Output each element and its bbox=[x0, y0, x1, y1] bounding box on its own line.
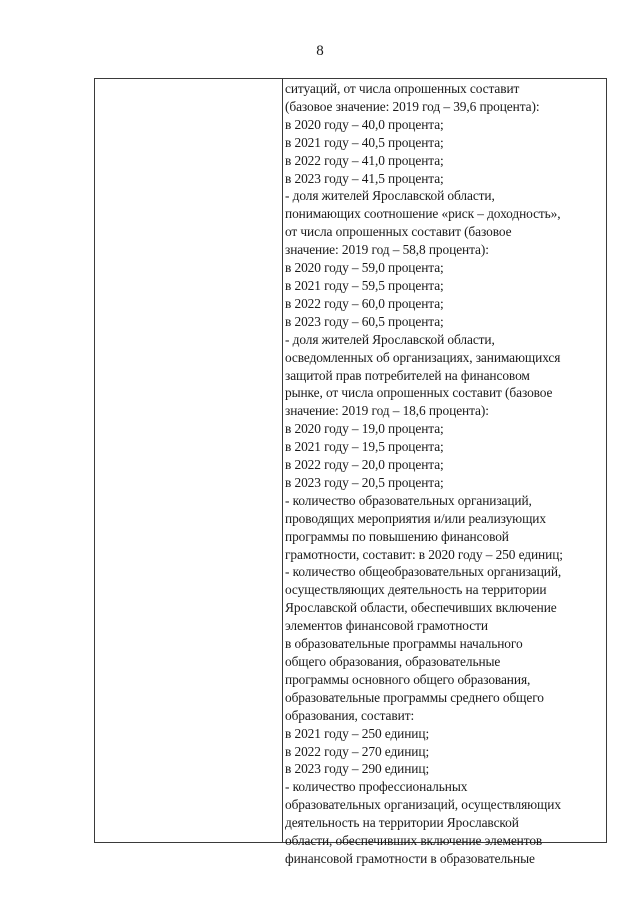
text-line: в образовательные программы начального bbox=[285, 636, 523, 652]
text-line: в 2020 году – 59,0 процента; bbox=[285, 260, 444, 276]
text-line: проводящих мероприятия и/или реализующих bbox=[285, 510, 546, 526]
text-line: - количество профессиональных bbox=[285, 779, 468, 795]
text-line: в 2023 году – 290 единиц; bbox=[285, 761, 430, 777]
page-number: 8 bbox=[316, 43, 324, 59]
text-line: в 2020 году – 19,0 процента; bbox=[285, 421, 444, 437]
text-line: общего образования, образовательные bbox=[285, 654, 501, 669]
text-line: Ярославской области, обеспечивших включение bbox=[285, 600, 557, 616]
text-line: значение: 2019 год – 58,8 процента): bbox=[285, 242, 489, 258]
text-line: осуществляющих деятельность на территории bbox=[285, 582, 547, 598]
text-line: осведомленных об организациях, занимающихся bbox=[285, 349, 561, 365]
table-right-cell bbox=[285, 79, 605, 866]
text-line: в 2023 году – 41,5 процента; bbox=[285, 170, 444, 186]
text-line: образования, составит: bbox=[285, 707, 415, 723]
text-line: - количество общеобразовательных организаций, bbox=[285, 564, 562, 580]
text-line: области, обеспечивших включение элементов bbox=[285, 833, 543, 849]
text-line: - доля жителей Ярославской области, bbox=[285, 188, 495, 204]
text-line: в 2022 году – 60,0 процента; bbox=[285, 295, 444, 311]
table-left-cell bbox=[95, 79, 283, 842]
text-line: программы по повышению финансовой bbox=[285, 528, 509, 544]
text-line: защитой прав потребителей на финансовом bbox=[285, 367, 530, 383]
text-line: деятельность на территории Ярославской bbox=[285, 815, 519, 831]
text-line: в 2022 году – 270 единиц; bbox=[285, 743, 430, 759]
text-line: в 2021 году – 250 единиц; bbox=[285, 725, 430, 741]
text-line: в 2020 году – 40,0 процента; bbox=[285, 116, 444, 132]
text-line: элементов финансовой грамотности bbox=[285, 618, 488, 634]
text-line: в 2022 году – 20,0 процента; bbox=[285, 457, 444, 473]
text-line: (базовое значение: 2019 год – 39,6 процента): bbox=[285, 98, 540, 114]
text-line: программы основного общего образования, bbox=[285, 671, 531, 687]
text-line: рынке, от числа опрошенных составит (базовое bbox=[285, 385, 553, 401]
text-line: в 2021 году – 40,5 процента; bbox=[285, 134, 444, 150]
text-line: грамотности, составит: в 2020 году – 250 единиц; bbox=[285, 546, 563, 562]
text-line: - доля жителей Ярославской области, bbox=[285, 331, 495, 347]
text-line: образовательные программы среднего общего bbox=[285, 689, 544, 705]
text-line: от числа опрошенных составит (базовое bbox=[285, 224, 512, 240]
text-line: - количество образовательных организаций, bbox=[285, 492, 532, 508]
text-line: понимающих соотношение «риск – доходность», bbox=[285, 206, 561, 222]
text-line: в 2023 году – 20,5 процента; bbox=[285, 474, 444, 490]
text-line: образовательных организаций, осуществляющих bbox=[285, 797, 561, 813]
text-line: в 2023 году – 60,5 процента; bbox=[285, 313, 444, 329]
text-line: значение: 2019 год – 18,6 процента): bbox=[285, 403, 489, 419]
document-table bbox=[94, 78, 607, 866]
text-line: в 2021 году – 19,5 процента; bbox=[285, 439, 444, 455]
text-line: ситуаций, от числа опрошенных составит bbox=[285, 81, 520, 96]
text-line: финансовой грамотности в образовательные bbox=[285, 850, 535, 866]
text-line: в 2021 году – 59,5 процента; bbox=[285, 277, 444, 293]
text-line: в 2022 году – 41,0 процента; bbox=[285, 152, 444, 168]
